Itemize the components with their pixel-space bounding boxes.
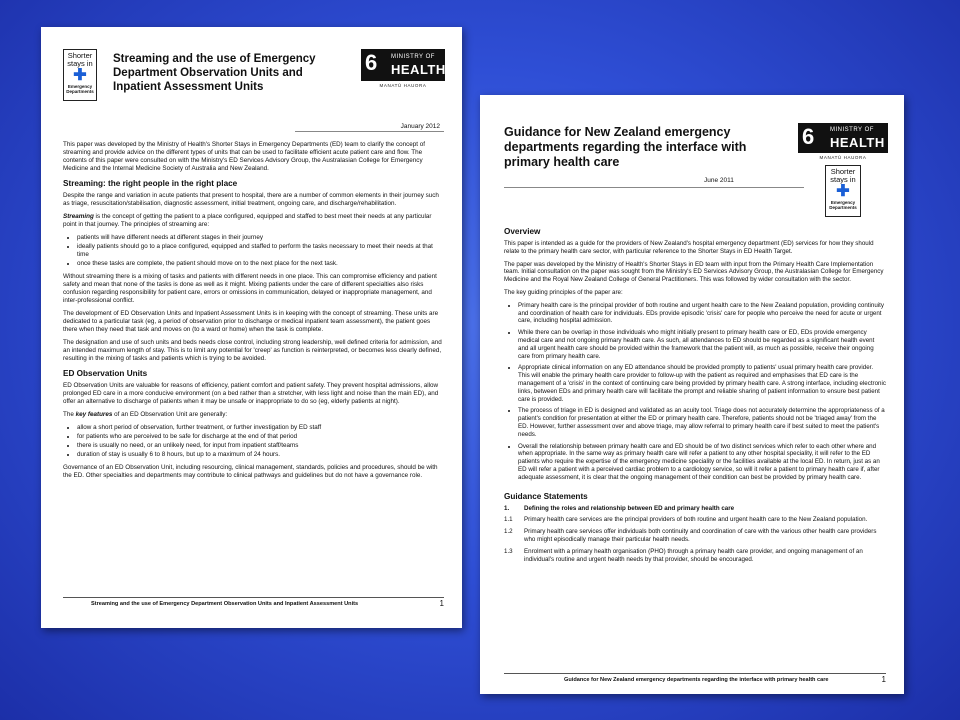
document-date: June 2011 xyxy=(704,177,734,184)
shorter-stays-badge: Shorter stays in ✚ Emergency Departments xyxy=(825,165,861,217)
list-item: • duration of stay is usually 6 to 8 hours, but up to a maximum of 24 hours. xyxy=(77,451,444,459)
title-divider xyxy=(504,187,804,188)
paragraph: Without streaming there is a mixing of tasks and patients with different needs in one place. This can compromise efficiency and patient safety and mean that none of the tasks is done as well as it might. Mixing patients under the care of different specialties also risks confusion regarding responsibility for patient care, errors or omissions in communication, delayed or inappropriate management, and inter-professional conflict. xyxy=(63,273,437,304)
ministry-of-health-logo: 6 MINISTRY OF HEALTH MANATŪ HAUORA xyxy=(361,49,445,88)
paragraph: The designation and use of such units and beds needs close control, including strong leadership, well defined criteria for admission, and an intended maximum length of stay. This is to limit any potential for 'creep' as function is reinterpreted, or becomes less clearly defined, resulting in the mixing of tasks and patients which is trying to be avoided. xyxy=(63,339,442,362)
list-item: • there is usually no need, or an unlikely need, for input from inpatient staff/teams xyxy=(77,442,444,450)
section-heading-overview: Overview xyxy=(504,227,541,236)
list-item: • Appropriate clinical information on any ED attendance should be provided promptly to patients' usual primary health care provider. This will enable the primary health care provider to follow-up with the patient as required and emphasises that ED care is the management of a 'crisis' in the context of continuing care being provided by primary health care. A strong interface, including electronic links, between EDs and primary health care will facilitate the prompt and reliable sharing of patient information to ensure best patient care is provided. xyxy=(518,364,886,403)
list-item: • While there can be overlap in those individuals who might initially present to primary health care or ED, EDs provide emergency medical care and not ongoing primary health care. As such, all attendances to ED should be regarded as a significant health event and all urgent health care should be provided within the framework that the patient will, as much as possible, receive their ongoing care from primary health care. xyxy=(518,329,886,360)
list-item: • Primary health care is the principal provider of both routine and urgent health care to the New Zealand population, providing continuity and coordination of health care for individuals. EDs provide episodic 'crisis' care for people who perceive the need for acute or urgent care, including hospital admission. xyxy=(518,302,886,325)
swirl-icon: 6 xyxy=(365,50,378,75)
paragraph-streaming-definition: Streaming is the concept of getting the patient to a place configured, equipped and staffed to best meet their needs at any particular point in that journey. The principles of streaming are: xyxy=(63,213,432,228)
list-item: • for patients who are perceived to be safe for discharge at the end of that period xyxy=(77,433,444,441)
list-item: • Overall the relationship between primary health care and ED should be of two distinct services which refer to each other where and when appropriate. In the same way as primary health care will refer a patient to any other hospital speciality, it will refer to the ED patients who require the expertise of the emergency medicine speciality or the facilities available at the local ED. In return, just as an ED will refer a patient with a perceived cardiac problem to a cardiology service, so will it refer a patient to primary health care if, after adequate assessment, it is clear that the ongoing management of their condition can best be provided by primary health care. xyxy=(518,443,886,482)
document-title: Guidance for New Zealand emergency departments regarding the interface with primary health care xyxy=(504,125,747,169)
document-date: January 2012 xyxy=(400,123,440,130)
paragraph: Governance of an ED Observation Unit, including resourcing, clinical management, standards, policies and procedures, should be with the ED. Other specialties and departments may contribute to clinical pathways and guidelines but do not have a governance role. xyxy=(63,464,438,479)
list-item: • ideally patients should go to a place configured, equipped and staffed to perform the tasks necessary to meet their needs at that time xyxy=(77,243,444,259)
paragraph-key-features: The key features of an ED Observation Unit are generally: xyxy=(63,411,228,418)
page-footer: Streaming and the use of Emergency Department Observation Units and Inpatient Assessment Units 1 xyxy=(63,597,444,607)
guidance-statement: 1. Defining the roles and relationship between ED and primary health care xyxy=(504,504,735,512)
guidance-statement: 1.1 Primary health care services are the principal providers of both routine and urgent health care to the New Zealand population. xyxy=(504,516,868,524)
streaming-principles-list xyxy=(63,234,444,268)
paragraph: The key guiding principles of the paper are: xyxy=(504,288,623,296)
list-item: • patients will have different needs at different stages in their journey xyxy=(77,234,444,242)
paragraph: ED Observation Units are valuable for reasons of efficiency, patient comfort and patient safety. They prevent hospital admissions, allow prolonged ED care in a more conducive environment (on a bed rather than a stretcher, with less light and noise than the main ED), and offer an alternative to discharge of patients when it may be unsafe or inappropriate to do so (eg, elderly patients at night). xyxy=(63,382,439,405)
document-title: Streaming and the use of Emergency Department Observation Units and Inpatient Assessment Units xyxy=(113,53,316,93)
guidance-statement: 1.3 Enrolment with a primary health organisation (PHO) through a primary health care provider, and ongoing management of an individual's routine and urgent health needs by that provider, should be encouraged. xyxy=(504,547,863,563)
list-item: • allow a short period of observation, further treatment, or further investigation by ED staff xyxy=(77,424,444,432)
section-heading-streaming: Streaming: the right people in the right place xyxy=(63,179,238,188)
page-number: 1 xyxy=(881,675,886,684)
page-footer: Guidance for New Zealand emergency departments regarding the interface with primary health care 1 xyxy=(504,673,886,683)
list-item: • The process of triage in ED is designed and validated as an acuity tool. Triage does not accurately determine the appropriateness of a patient's condition for presentation at either the ED or primary health care. Therefore, patients should not be 'triaged away' from the ED. However, further assessment over and above triage, may allow referral to primary health care if best suited to meet the patient's needs. xyxy=(518,407,886,438)
paragraph: The development of ED Observation Units and Inpatient Assessment Units is in keeping with the concept of streaming. These units are dedicated to a particular task (eg, a period of observation prior to discharge or medical inpatient team assessment), the patient goes there when they need that task and moves on (to a ward or home) when the task is complete. xyxy=(63,310,439,333)
document-page-streaming xyxy=(41,27,462,628)
shorter-stays-badge: Shorter stays in ✚ Emergency Departments xyxy=(63,49,97,101)
paragraph: This paper is intended as a guide for the providers of New Zealand's hospital emergency department (ED) services for how they should relate to the primary health care sector, with particular reference to the Shorter Stays in ED Health Target. xyxy=(504,240,874,255)
swirl-icon: 6 xyxy=(802,124,815,149)
cross-icon: ✚ xyxy=(73,67,87,84)
page-number: 1 xyxy=(439,599,444,608)
guidance-statement: 1.2 Primary health care services offer individuals both continuity and coordination of care with the various other health care providers who might episodically manage their particular health needs. xyxy=(504,528,877,543)
guiding-principles-list xyxy=(504,302,886,482)
ministry-of-health-logo: 6 MINISTRY OF HEALTH MANATŪ HAUORA xyxy=(798,123,888,160)
list-item: • once these tasks are complete, the patient should move on to the next place for the next task. xyxy=(77,260,444,268)
key-features-list xyxy=(63,424,444,459)
section-heading-guidance-statements: Guidance Statements xyxy=(504,491,588,501)
paragraph: The paper was developed by the Ministry of Health's Shorter Stays in ED team with input from the Primary Health Care Implementation team. Initial consultation on the paper was sought from the Ministry's ED Services Advisory Group, the Australasian College for Emergency Medicine and the Royal New Zealand College of General Practitioners. This was followed by wider consultation with the sector. xyxy=(504,260,884,284)
cross-icon: ✚ xyxy=(836,183,850,200)
document-page-guidance xyxy=(480,95,904,694)
intro-paragraph: This paper was developed by the Ministry of Health's Shorter Stays in Emergency Departments (ED) team to clarify the concept of streaming and provide advice on the different types of units that can be used to facilitate efficient acute patient care and flow. The contents of this paper were consulted on with the Ministry's ED Services Advisory Group, the Australasian College for Emergency Medicine and the Internal Medicine Society of Australia and New Zealand. xyxy=(63,141,426,172)
title-divider xyxy=(295,131,444,132)
paragraph: Despite the range and variation in acute patients that present to hospital, there are a number of common elements in their journey such as triage, resuscitation/stabilisation, diagnostic assessment, initial treatment, ongoing care, and discharge/rehabilitation. xyxy=(63,192,439,207)
section-heading-ed-observation: ED Observation Units xyxy=(63,369,148,378)
